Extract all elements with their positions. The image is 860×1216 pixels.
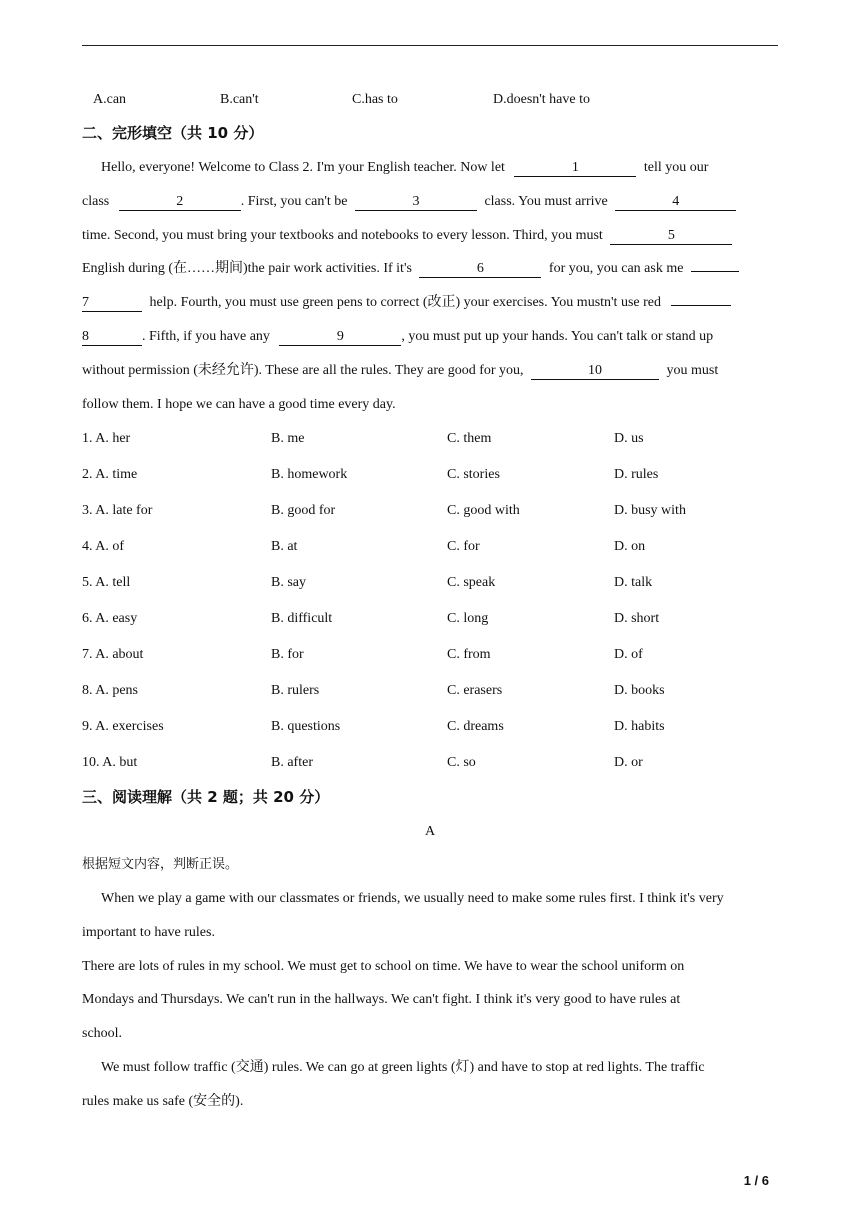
blank-7: 7 xyxy=(82,295,142,312)
passage-text: class. You must arrive xyxy=(484,194,608,209)
passage-line-3 xyxy=(82,227,732,245)
blank-7-start xyxy=(691,271,739,272)
passage-line-7 xyxy=(82,362,718,380)
blank-3: 3 xyxy=(355,194,477,211)
passage-line-6 xyxy=(82,328,713,346)
blank-1: 1 xyxy=(514,160,636,177)
question-2-option-d: D. rules xyxy=(614,467,659,482)
question-8-option-c: C. erasers xyxy=(447,683,503,698)
passage-line-1 xyxy=(101,159,708,177)
question-6-option-b: B. difficult xyxy=(271,611,333,626)
blank-2: 2 xyxy=(119,194,241,211)
question-8-option-b: B. rulers xyxy=(271,683,320,698)
passage-line-8: follow them. I hope we can have a good time every day. xyxy=(82,397,396,412)
question-5-option-d: D. talk xyxy=(614,575,653,590)
question-9-option-b: B. questions xyxy=(271,719,341,734)
question-5-option-c: C. speak xyxy=(447,575,496,590)
question-10-option-b: B. after xyxy=(271,755,313,770)
question-6-option-d: D. short xyxy=(614,611,660,626)
reading-line-3: There are lots of rules in my school. We must get to school on time. We have to wear the school uniform on xyxy=(82,959,685,974)
passage-text: you must xyxy=(666,363,719,378)
question-3-option-a: 3. A. late for xyxy=(82,503,153,518)
prev-option-a: A.can xyxy=(93,92,127,107)
question-2-option-c: C. stories xyxy=(447,467,500,482)
passage-text: time. Second, you must bring your textbooks and notebooks to every lesson. Third, you must xyxy=(82,228,603,243)
question-3-option-d: D. busy with xyxy=(614,503,686,518)
passage-text: Hello, everyone! Welcome to Class 2. I'm your English teacher. Now let xyxy=(101,160,505,175)
passage-text: tell you our xyxy=(643,160,709,175)
page-number: 1 / 6 xyxy=(743,1173,769,1188)
question-7-option-d: D. of xyxy=(614,647,643,662)
passage-text: . First, you can't be xyxy=(240,194,348,209)
question-2-option-a: 2. A. time xyxy=(82,467,138,482)
prev-option-d: D.doesn't have to xyxy=(493,92,591,107)
blank-8-start xyxy=(671,305,731,306)
question-2-option-b: B. homework xyxy=(271,467,348,482)
question-9-option-d: D. habits xyxy=(614,719,665,734)
question-9-option-a: 9. A. exercises xyxy=(82,719,164,734)
blank-10: 10 xyxy=(531,363,659,380)
question-7-option-b: B. for xyxy=(271,647,304,662)
reading-line-1: When we play a game with our classmates or friends, we usually need to make some rules first. I think it's very xyxy=(101,891,724,906)
blank-9: 9 xyxy=(279,329,401,346)
passage-line-2 xyxy=(82,193,736,211)
reading-line-7: rules make us safe (安全的). xyxy=(82,1094,244,1109)
question-10-option-c: C. so xyxy=(447,755,476,770)
prev-option-b: B.can't xyxy=(220,92,259,107)
question-5-option-b: B. say xyxy=(271,575,306,590)
question-9-option-c: C. dreams xyxy=(447,719,504,734)
part-label: A xyxy=(425,824,436,839)
question-3-option-b: B. good for xyxy=(271,503,336,518)
passage-text: for you, you can ask me xyxy=(548,261,684,276)
passage-line-5 xyxy=(82,294,731,312)
reading-line-6: We must follow traffic (交通) rules. We can go at green lights (灯) and have to stop at red lights. The traffic xyxy=(101,1060,705,1075)
question-7-option-a: 7. A. about xyxy=(82,647,144,662)
reading-line-4: Mondays and Thursdays. We can't run in the hallways. We can't fight. I think it's very good to have rules at xyxy=(82,992,681,1007)
question-4-option-c: C. for xyxy=(447,539,480,554)
question-5-option-a: 5. A. tell xyxy=(82,575,131,590)
question-4-option-b: B. at xyxy=(271,539,298,554)
question-8-option-a: 8. A. pens xyxy=(82,683,138,698)
prev-option-c: C.has to xyxy=(352,92,398,107)
question-1-option-c: C. them xyxy=(447,431,492,446)
section2-heading: 二、完形填空（共 10 分） xyxy=(82,124,264,142)
question-10-option-d: D. or xyxy=(614,755,643,770)
blank-4: 4 xyxy=(615,194,736,211)
passage-text: help. Fourth, you must use green pens to correct (改正) your exercises. You mustn't use red xyxy=(149,295,661,310)
reading-line-2: important to have rules. xyxy=(82,925,215,940)
passage-text: class xyxy=(82,194,110,209)
question-1-option-d: D. us xyxy=(614,431,644,446)
question-10-option-a: 10. A. but xyxy=(82,755,138,770)
question-6-option-a: 6. A. easy xyxy=(82,611,138,626)
passage-text: English during (在……期间)the pair work activities. If it's xyxy=(82,261,412,276)
question-6-option-c: C. long xyxy=(447,611,489,626)
instruction: 根据短文内容，判断正误。 xyxy=(82,857,239,872)
passage-text: , you must put up your hands. You can't talk or stand up xyxy=(401,329,714,344)
section3-heading: 三、阅读理解（共 2 题；共 20 分） xyxy=(82,788,330,806)
passage-text: without permission (未经允许). These are all the rules. They are good for you, xyxy=(82,363,524,378)
question-8-option-d: D. books xyxy=(614,683,665,698)
passage-text: . Fifth, if you have any xyxy=(142,329,270,344)
blank-6: 6 xyxy=(419,261,541,278)
question-3-option-c: C. good with xyxy=(447,503,520,518)
question-1-option-a: 1. A. her xyxy=(82,431,131,446)
question-1-option-b: B. me xyxy=(271,431,305,446)
question-4-option-d: D. on xyxy=(614,539,646,554)
header-rule xyxy=(82,45,778,46)
question-7-option-c: C. from xyxy=(447,647,491,662)
blank-5: 5 xyxy=(610,228,732,245)
reading-line-5: school. xyxy=(82,1026,123,1041)
question-4-option-a: 4. A. of xyxy=(82,539,124,554)
passage-line-4 xyxy=(82,260,739,278)
blank-8: 8 xyxy=(82,329,142,346)
